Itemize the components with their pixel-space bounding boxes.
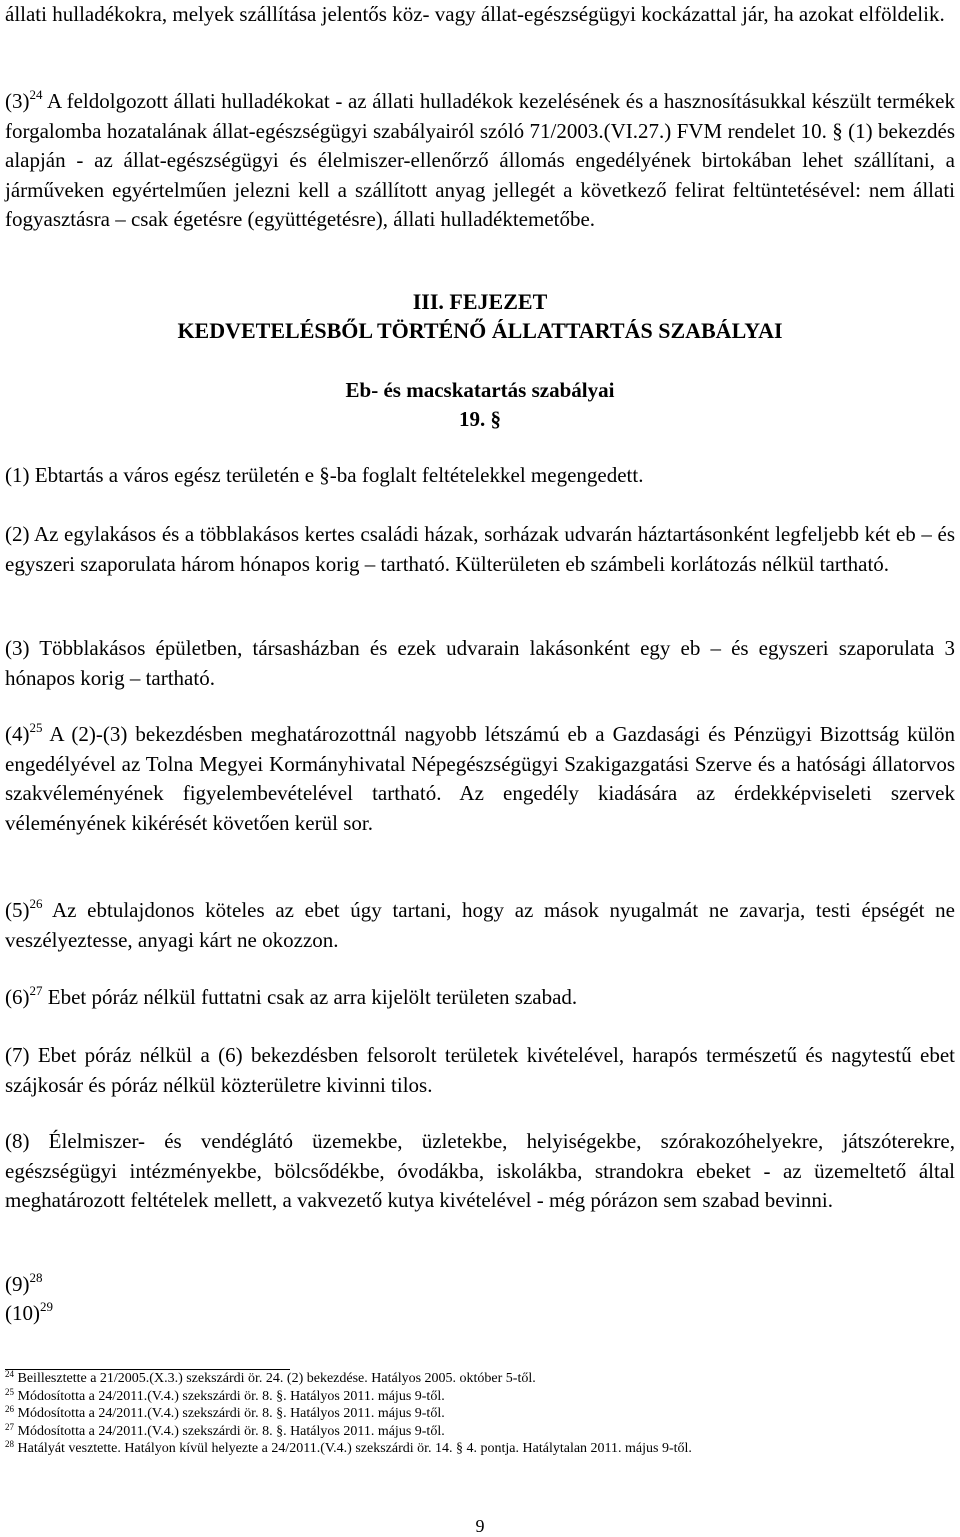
paragraph-text: A feldolgozott állati hulladékokat - az állati hulladékok kezelésének és a hasznosításukkal készült termékek forgalomba hozatalának állat-egészségügyi szabályairól szóló 71/2003.(VI.27.) FVM rendelet 10. § (1) bekezdés alapján - az állat-egészségügyi és élelmiszer-ellenőrző állomás engedélyének birtokában lehet szállítani, a járműveken egyértelműen jelezni kell a szállított anyag jellegét a következő felirat feltüntetésével: nem állati fogyasztásra – csak égetésre (együttégetésre), állati hulladéktemetőbe. <box>5 89 955 231</box>
footnote-text: Módosította a 24/2011.(V.4.) szekszárdi ör. 8. §. Hatályos 2011. május 9-től. <box>14 1406 445 1421</box>
paragraph-10 <box>5 1299 955 1329</box>
chapter-number: III. FEJEZET <box>412 289 548 314</box>
footnote-ref: 28 <box>29 1270 43 1285</box>
footnote-text: Beillesztette a 21/2005.(X.3.) szekszárdi ör. 24. (2) bekezdése. Hatályos 2005. október 5-től. <box>14 1371 536 1386</box>
footnote-text: Módosította a 24/2011.(V.4.) szekszárdi ör. 8. §. Hatályos 2011. május 9-től. <box>14 1388 445 1404</box>
footnote <box>5 1405 955 1423</box>
paragraph-text: Az ebtulajdonos köteles az ebet úgy tartani, hogy az mások nyugalmát ne zavarja, testi épségét ne veszélyeztesse, anyagi kárt ne okozzon. <box>5 898 955 952</box>
section-subtitle: Eb- és macskatartás szabályai <box>345 378 615 402</box>
footnote-ref: 25 <box>29 720 43 735</box>
footnote-number: 25 <box>5 1386 14 1397</box>
footnote-number: 28 <box>5 1439 14 1449</box>
footnote-ref: 27 <box>29 983 43 998</box>
paragraph-1: (1) Ebtartás a város egész területén e §-ba foglalt feltételekkel megengedett. <box>5 463 644 487</box>
paragraph-4 <box>5 720 955 838</box>
footnotes <box>5 1370 955 1458</box>
footnote-ref: 26 <box>29 896 43 911</box>
footnote <box>5 1370 955 1388</box>
paragraph-2: (2) Az egylakásos és a többlakásos kertes családi házak, sorházak udvarán háztartásonként legfeljebb két eb – és egyszeri szaporulata három hónapos korig – tartható. Külterületen eb számbeli korlátozás nélkül tartható. <box>5 522 955 576</box>
footnote <box>5 1388 955 1406</box>
paragraph-lead: (6) <box>5 985 30 1009</box>
paragraph-3-preceding <box>5 87 955 235</box>
footnote-text: Hatályát vesztette. Hatályon kívül helyezte a 24/2011.(V.4.) szekszárdi ör. 14. § 4. pontja. Hatálytalan 2011. május 9-től. <box>14 1441 692 1456</box>
page-number: 9 <box>475 1516 485 1536</box>
paragraph-lead: (3) <box>5 89 30 113</box>
footnote <box>5 1440 955 1458</box>
paragraph-text: A (2)-(3) bekezdésben meghatározottnál nagyobb létszámú eb a Gazdasági és Pénzügyi Bizottság külön engedélyével az Tolna Megyei Kormányhivatal Népegészségügyi Szakigazgatási Szerve és a hatósági állatorvos szakvéleményének figyelembevételével tartható. Az engedély kiadására az érdekképviseleti szervek véleményének kikérését követően kerül sor. <box>5 722 955 835</box>
footnote-text: Módosította a 24/2011.(V.4.) szekszárdi ör. 8. §. Hatályos 2011. május 9-től. <box>14 1423 445 1439</box>
paragraph-6 <box>5 983 955 1013</box>
chapter-title: KEDVETELÉSBŐL TÖRTÉNŐ ÁLLATTARTÁS SZABÁLYAI <box>177 318 783 343</box>
footnote-number: 26 <box>5 1404 14 1414</box>
intro-fragment: állati hulladékokra, melyek szállítása jelentős köz- vagy állat-egészségügyi kockázattal jár, ha azokat elföldelik. <box>5 2 945 26</box>
paragraph-9 <box>5 1270 955 1300</box>
paragraph-text: Ebet póráz nélkül futtatni csak az arra kijelölt területen szabad. <box>42 985 578 1009</box>
paragraph-5 <box>5 896 955 955</box>
footnote-number: 24 <box>5 1369 14 1379</box>
paragraph-lead: (9) <box>5 1272 30 1296</box>
footnote <box>5 1423 955 1441</box>
paragraph-lead: (5) <box>5 898 30 922</box>
footnote-number: 27 <box>5 1421 14 1432</box>
paragraph-8: (8) Élelmiszer- és vendéglátó üzemekbe, üzletekbe, helyiségekbe, szórakozóhelyekre, játszóterekre, egészségügyi intézményekbe, bölcsődékbe, óvodákba, iskolákba, strandokra ebeket - az üzemeltető által meghatározott feltételek mellett, a vakvezető kutya kivételével - még pórázon sem szabad bevinni. <box>5 1129 955 1212</box>
paragraph-lead: (4) <box>5 722 30 746</box>
footnote-ref: 24 <box>29 87 43 102</box>
paragraph-3: (3) Többlakásos épületben, társasházban és ezek udvarain lakásonként egy eb – és egyszeri szaporulata 3 hónapos korig – tartható. <box>5 636 955 690</box>
paragraph-7: (7) Ebet póráz nélkül a (6) bekezdésben felsorolt területek kivételével, harapós természetű és nagytestű ebet szájkosár és póráz nélkül közterületre kivinni tilos. <box>5 1043 955 1097</box>
footnote-ref: 29 <box>40 1299 53 1314</box>
paragraph-lead: (10) <box>5 1301 40 1325</box>
section-number: 19. § <box>459 407 501 431</box>
